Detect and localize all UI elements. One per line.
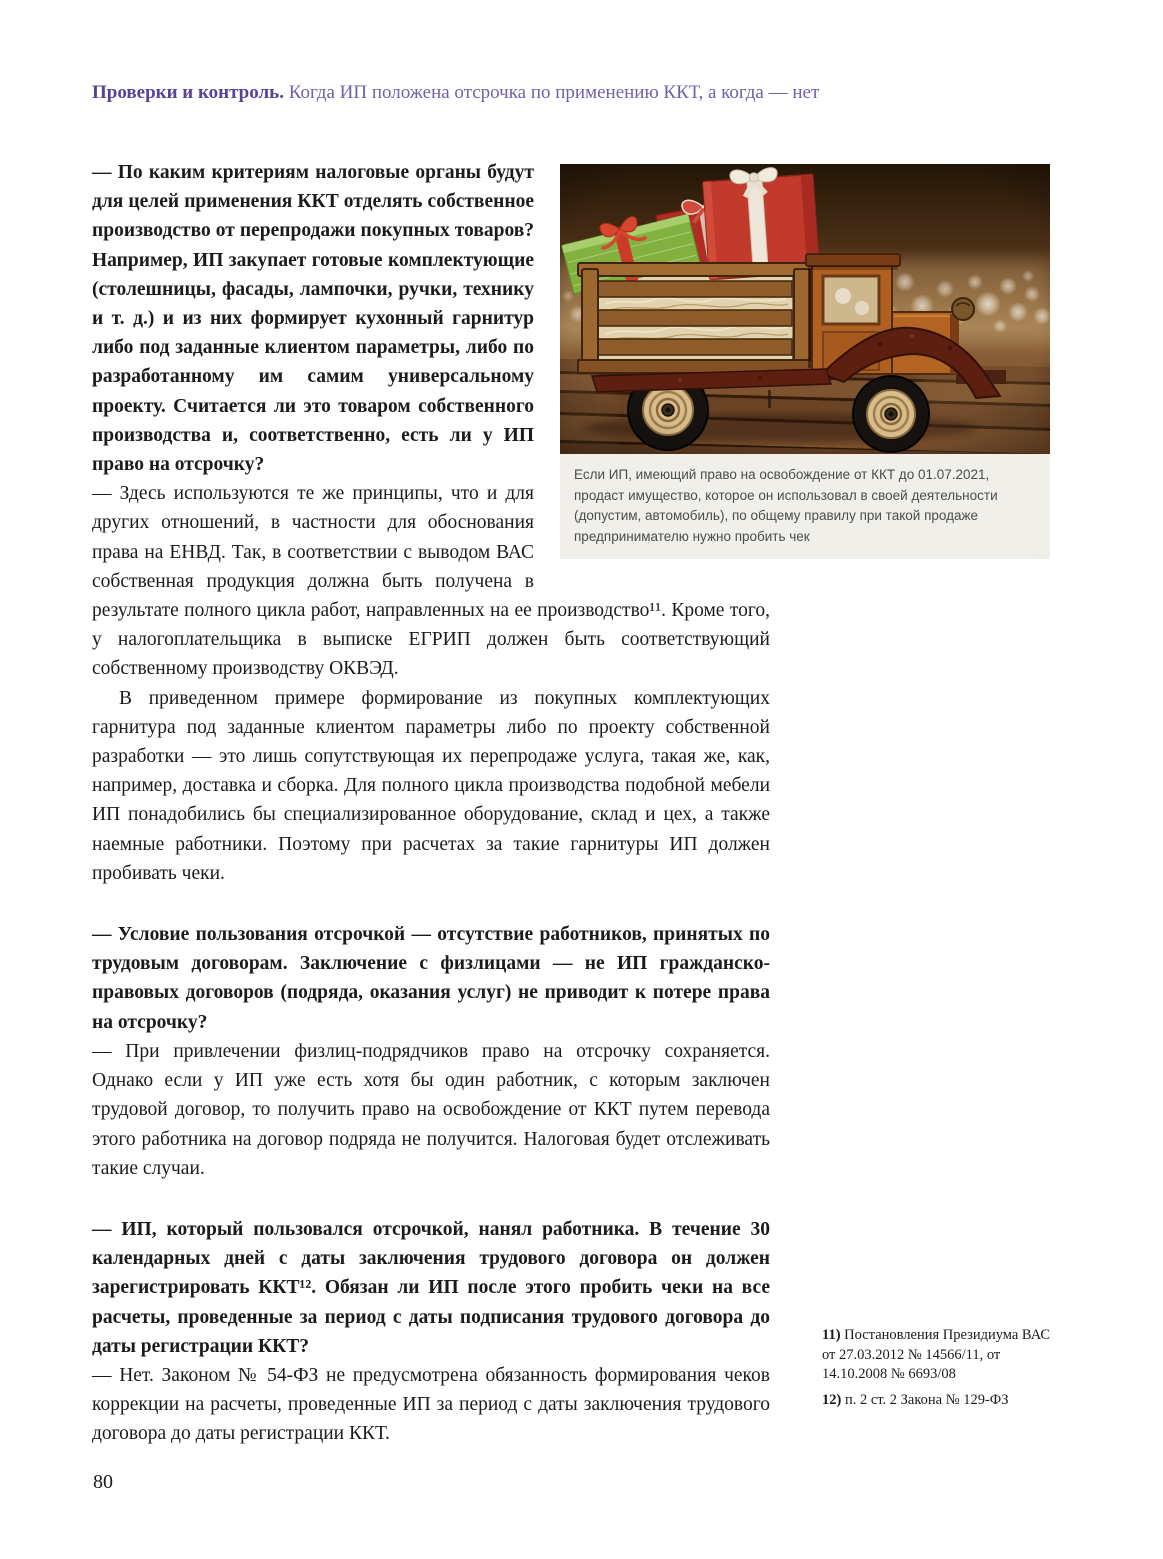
article-figure [560, 164, 1050, 559]
footnote-12 [822, 1391, 1062, 1411]
question-3: — ИП, который пользовался отсрочкой, нанял работника. В течение 30 календарных дней с даты заключения трудового договора он должен зарегистрировать ККТ¹². Обязан ли ИП после этого пробить чеки на все расчеты, проведенные за период с даты подписания трудового договора до даты регистрации ККТ? [92, 1218, 770, 1357]
toy-truck-photo [560, 164, 1050, 454]
running-head [92, 81, 1072, 105]
vignette [560, 164, 1050, 454]
photo-caption: Если ИП, имеющий право на освобождение от ККТ до 01.07.2021, продаст имущество, которое он использовал в своей деятельности (допустим, автомобиль), по общему правилу при такой продаже предпринимателю нужно пробить чек [560, 454, 1050, 559]
rubric-label: Проверки и контроль. [92, 82, 284, 103]
toy-truck-illustration [560, 164, 1050, 454]
answer-1-paragraph-2: В приведенном примере формирование из покупных комплектующих гарнитура под заданные клиентом параметры либо по проекту собственной разработки — это лишь сопутствующая их перепродаже услуга, такая же, как, например, доставка и сборка. Для полного цикла производства подобной мебели ИП понадобились бы специализированное оборудование, склад и цех, а также наемные работники. Поэтому при расчетах за такие гарнитуры ИП должен пробивать чеки. [92, 687, 770, 884]
answer-2-paragraph-1: — При привлечении физлиц-подрядчиков право на отсрочку сохраняется. Однако если у ИП уже есть хотя бы один работник, с которым заключен трудовой договор, то получить право на освобождение от ККТ путем перевода этого работника на договор подряда не получится. Налоговая будет отслеживать такие случаи. [92, 1040, 770, 1179]
footnote-11-text: Постановления Президиума ВАС от 27.03.2012 № 14566/11, от 14.10.2008 № 6693/08 [822, 1327, 1051, 1382]
footnote-12-text: п. 2 ст. 2 Закона № 129-ФЗ [841, 1391, 1009, 1408]
answer-3-paragraph-1: — Нет. Законом № 54-ФЗ не предусмотрена обязанность формирования чеков коррекции на расчеты, проведенные ИП за период с даты заключения трудового договора до даты регистрации ККТ. [92, 1364, 770, 1445]
question-1: — По каким критериям налоговые органы будут для целей применения ККТ отделять собственное производство от перепродажи покупных товаров? Например, ИП закупает готовые комплектующие (столешницы, фасады, лампочки, ручки, технику и т. д.) и из них формирует кухонный гарнитур либо под заданные клиентом параметры, либо по разработанному им самим универсальному проекту. Считается ли это товаром собственного производства и, соответственно, есть ли у ИП право на отсрочку? [92, 162, 534, 476]
article-body [92, 158, 1050, 1449]
footnote-11 [822, 1326, 1062, 1385]
answer-1-paragraph-1: — Здесь используются те же принципы, что и для других отношений, в частности для обоснования права на ЕНВД. Так, в соответствии с выводом ВАС собственная продукция должна быть получена в результате полного цикла работ, направленных на ее производство¹¹. Кроме того, у налогоплательщика в выписке ЕГРИП должен быть соответствующий собственному производству ОКВЭД. [92, 483, 770, 680]
page-number: 80 [93, 1471, 113, 1493]
question-2: — Условие пользования отсрочкой — отсутствие работников, принятых по трудовым договорам. Заключение с физлицами — не ИП гражданско-правовых договоров (подряда, оказания услуг) не приводит к потере права на отсрочку? [92, 924, 770, 1033]
footnote-11-number: 11) [822, 1327, 841, 1343]
footnotes [822, 1326, 1062, 1416]
footnote-12-number: 12) [822, 1391, 842, 1408]
article-title-text: Когда ИП положена отсрочка по применению ККТ, а когда — нет [288, 82, 820, 103]
